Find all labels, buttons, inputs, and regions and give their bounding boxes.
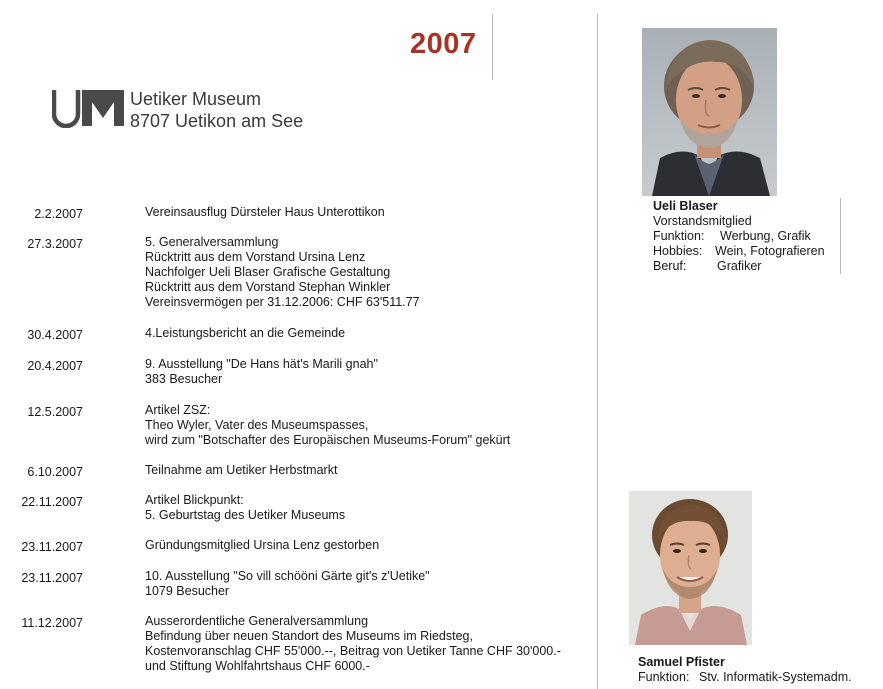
person-role: Vorstandsmitglied (653, 214, 752, 228)
hobbies-label: Hobbies: (653, 244, 703, 258)
entry-date: 27.3.2007 (27, 237, 83, 251)
entry-text (145, 235, 420, 310)
entry-date: 2.2.2007 (34, 207, 83, 221)
entry-line: Artikel ZSZ: (145, 403, 211, 417)
person-function (638, 670, 852, 685)
entry-text (145, 357, 378, 387)
function-value: Werbung, Grafik (720, 229, 811, 243)
person-name: Ueli Blaser (653, 199, 718, 213)
entry-line: und Stiftung Wohlfahrtshaus CHF 6000.- (145, 659, 370, 673)
portrait-photo-samuel-pfister (629, 491, 752, 645)
entry-line: 1079 Besucher (145, 584, 230, 598)
entry-line: 9. Ausstellung "De Hans hät's Marili gnah" (145, 357, 378, 371)
entry-date: 23.11.2007 (21, 540, 83, 554)
function-value: Stv. Informatik-Systemadm. (699, 670, 852, 684)
entry-line: Gründungsmitglied Ursina Lenz gestorben (145, 538, 380, 552)
entry-date: 20.4.2007 (27, 359, 83, 373)
museum-address: 8707 Uetikon am See (130, 111, 304, 131)
function-label: Funktion: (638, 670, 690, 684)
entry-text (145, 205, 385, 220)
entry-line: 383 Besucher (145, 372, 223, 386)
entry-line: 5. Geburtstag des Uetiker Museums (145, 508, 346, 522)
profile-samuel-pfister (638, 655, 852, 685)
column-divider-line (597, 14, 598, 689)
entry-date: 22.11.2007 (21, 495, 83, 509)
entry-text (145, 569, 430, 599)
museum-logo-icon (52, 88, 124, 128)
job-label: Beruf: (653, 259, 687, 273)
header-divider-line (492, 14, 493, 80)
entry-text (145, 493, 345, 523)
profile-ueli-blaser (653, 199, 825, 274)
entry-date: 23.11.2007 (21, 571, 83, 585)
entry-line: Vereinsausflug Dürsteler Haus Unterottikon (145, 205, 385, 219)
entry-text (145, 538, 379, 553)
person-function (653, 229, 825, 244)
entry-line: 10. Ausstellung "So vill schööni Gärte git's z'Uetike" (145, 569, 430, 583)
entry-line: Ausserordentliche Generalversammlung (145, 614, 369, 628)
entry-line: Nachfolger Ueli Blaser Grafische Gestaltung (145, 265, 391, 279)
entry-line: Theo Wyler, Vater des Museumspasses, (145, 418, 369, 432)
museum-name: Uetiker Museum (130, 89, 262, 109)
entry-text (145, 463, 337, 478)
page-year: 2007 (410, 28, 477, 60)
entry-line: 5. Generalversammlung (145, 235, 279, 249)
function-label: Funktion: (653, 229, 705, 243)
entry-line: Befindung über neuen Standort des Museums im Riedsteg, (145, 629, 473, 643)
person-name: Samuel Pfister (638, 655, 725, 669)
person-job (653, 259, 825, 274)
entry-date: 11.12.2007 (21, 616, 83, 630)
entry-date: 6.10.2007 (27, 465, 83, 479)
entry-date: 12.5.2007 (27, 405, 83, 419)
job-value: Grafiker (717, 259, 762, 273)
entry-line: Rücktritt aus dem Vorstand Ursina Lenz (145, 250, 366, 264)
hobbies-value: Wein, Fotografieren (715, 244, 825, 258)
entry-line: Vereinsvermögen per 31.12.2006: CHF 63'511.77 (145, 295, 420, 309)
entry-line: Kostenvoranschlag CHF 55'000.--, Beitrag von Uetiker Tanne CHF 30'000.- (145, 644, 561, 658)
entry-date: 30.4.2007 (27, 328, 83, 342)
entry-line: Artikel Blickpunkt: (145, 493, 244, 507)
profile-divider-line (840, 198, 841, 274)
entry-text (145, 326, 345, 341)
entry-line: Rücktritt aus dem Vorstand Stephan Winkler (145, 280, 391, 294)
entry-line: 4.Leistungsbericht an die Gemeinde (145, 326, 346, 340)
entry-text (145, 614, 561, 674)
entry-text (145, 403, 510, 448)
portrait-photo-ueli-blaser (642, 28, 777, 196)
entry-line: Teilnahme am Uetiker Herbstmarkt (145, 463, 338, 477)
entry-line: wird zum "Botschafter des Europäischen Museums-Forum" gekürt (145, 433, 511, 447)
person-hobbies (653, 244, 825, 259)
